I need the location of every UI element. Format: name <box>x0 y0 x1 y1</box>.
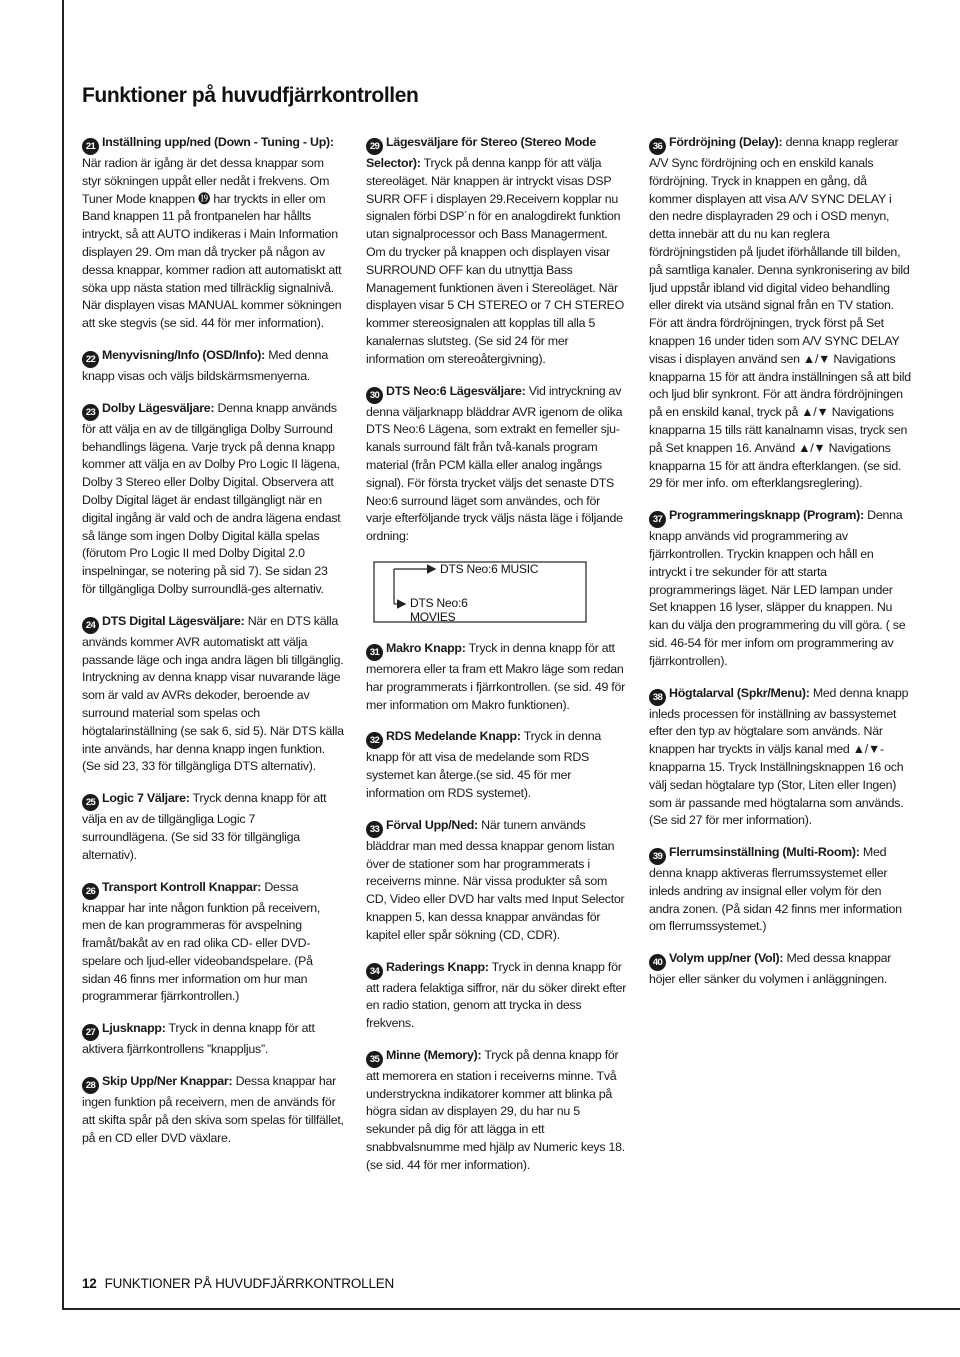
section-body: Tryck på denna kanpp för att välja stereoläget. När knappen är intryckt visas DSP SURR OFF i displayen 29.Receivern kopplar nu signalen förbi DSP´n för en analogdirekt funktion utan signalprocessor och Bass Managerment. Om du trycker på knappen och displayen visar SURROUND OFF kan du utnyttja Bass Management funktionen även i Stereoläget. När displayen visar 5 CH STEREO or 7 CH STEREO kommer stereosignalen att kopplas till alla 5 kanalernas slutsteg. (Se sid 24 för mer information om stereoåtergivning). <box>366 156 625 366</box>
callout-number: 39 <box>649 848 666 865</box>
page-title: Funktioner på huvudfjärrkontrollen <box>82 84 419 107</box>
section-heading: Makro Knapp: <box>386 640 466 655</box>
section-body: Tryck denna knapp för att välja en av de tillgängliga Logic 7 surroundlägena. (Se sid 33 för tillgängliga alternativ). <box>82 791 327 862</box>
section-heading: DTS Neo:6 Lägesväljare: <box>386 383 526 398</box>
section-39 <box>649 844 911 936</box>
section-body: Dessa knappar har ingen funktion på receivern, men de används för att skifta spår på den skiva som spelas för tillfället, på en CD eller DVD växlare. <box>82 1074 344 1145</box>
section-34 <box>366 959 628 1033</box>
page-footer <box>82 1276 394 1291</box>
section-heading: Högtalarval (Spkr/Menu): <box>669 685 810 700</box>
section-body: Tryck in denna knapp för att radera felaktiga siffror, när du söker direkt efter en radio station, genom att trycka in dess frekvens. <box>366 959 627 1031</box>
callout-number: 32 <box>366 732 383 749</box>
section-heading: Volym upp/ner (Vol): <box>669 951 784 966</box>
section-29 <box>366 134 628 369</box>
page-number: 12 <box>82 1276 97 1291</box>
dts-neo6-mode-diagram <box>366 552 628 628</box>
section-31 <box>366 640 628 714</box>
callout-number: 21 <box>82 138 99 155</box>
column-1 <box>82 134 344 1161</box>
section-26 <box>82 879 344 1007</box>
mode-label-music: DTS Neo:6 MUSIC <box>440 561 539 576</box>
section-36 <box>649 134 911 493</box>
section-heading: Lägesväljare för Stereo (Stereo Mode Selector): <box>366 135 596 170</box>
callout-number: 28 <box>82 1077 99 1094</box>
section-21 <box>82 134 344 333</box>
section-24 <box>82 613 344 776</box>
section-32 <box>366 728 628 802</box>
footer-title: FUNKTIONER PÅ HUVUDFJÄRRKONTROLLEN <box>104 1276 395 1291</box>
callout-number: 27 <box>82 1024 99 1041</box>
callout-number: 24 <box>82 617 99 634</box>
section-heading: Dolby Lägesväljare: <box>102 400 215 415</box>
section-body: Tryck in denna knapp för att aktivera fjärrkontrollens ”knappljus”. <box>82 1021 315 1057</box>
section-body: Vid intryckning av denna väljarknapp bläddrar AVR igenom de olika DTS Neo:6 Lägena, som extrakt en femeller sju-kanals surround fält från två-kanals program material (från PCM källa eller analog ingångs signal). För första trycket väljs det senaste DTS Neo:6 surround läget som användes, och för varje efterföljande tryck väljs nästa läge i följande ordning: <box>366 383 623 544</box>
callout-number: 33 <box>366 821 383 838</box>
section-heading: Raderings Knapp: <box>386 959 489 974</box>
callout-number: 23 <box>82 404 99 421</box>
section-22 <box>82 347 344 386</box>
section-heading: Minne (Memory): <box>386 1047 482 1062</box>
section-38 <box>649 685 911 831</box>
left-vertical-rule <box>62 0 64 1308</box>
section-body: Med dessa knappar höjer eller sänker du volymen i anläggningen. <box>649 951 892 987</box>
section-heading: Menyvisning/Info (OSD/Info): <box>102 347 266 362</box>
section-30 <box>366 383 628 546</box>
section-heading: Fördröjning (Delay): <box>669 135 783 149</box>
section-33 <box>366 817 628 945</box>
callout-number: 25 <box>82 794 99 811</box>
callout-number: 22 <box>82 351 99 368</box>
section-body: Med denna knapp visas och väljs bildskärmsmenyerna. <box>82 347 328 383</box>
section-heading: DTS Digital Lägesväljare: <box>102 613 245 628</box>
section-body: Denna knapp används vid programmering av fjärrkontrollen. Tryckin knappen och håll en intryckt i tre sekunder för att starta programmerings läget. När LED lampan under Set knappen 16 lyser, släpper du knappen. Nu kan du välja den programmering du vill göra. ( se sid. 46-54 för mer infom om programmering av fjärrkontrollen). <box>649 508 906 668</box>
callout-number: 38 <box>649 689 666 706</box>
section-heading: Skip Upp/Ner Knappar: <box>102 1074 233 1089</box>
section-body: Med denna knapp inleds processen för inställning av bassystemet efter den typ av högtalare som används. När knappen har tryckts in väljs kanal med ▲/▼-knapparna 15. Tryck Inställningsknappen 16 och välj sedan högtalare typ (Stor, Liten eller Ingen) som är passande med högtalarna som används. (Se sid 27 för mer information). <box>649 685 909 828</box>
section-body: Tryck in denna knapp för att visa de medelande som RDS systemet kan återge.(se sid. 45 för mer information om RDS systemet). <box>366 729 602 800</box>
callout-number: 40 <box>649 954 666 971</box>
section-body: Tryck på denna knapp för att memorera en station i receiverns minne. Två understryckna indikatorer kommer att blinka på högra sidan av displayen 29, du har nu 5 sekunder på dig för att lägga in ett snabbvalsnumme med hjälp av Numeric keys 18. (se sid. 44 för mer information). <box>366 1047 625 1172</box>
section-37 <box>649 507 911 670</box>
callout-number: 34 <box>366 963 383 980</box>
section-body: När tunern används bläddrar man med dessa knappar genom listan över de stationer som har programmerats i receiverns minne. När vissa produkter så som CD, Video eller DVD har valts med Input Selector knappen 5, kan dessa knappar användas för kapitel eller spår sökning (CD, CDR). <box>366 817 625 942</box>
section-23 <box>82 400 344 599</box>
callout-number: 37 <box>649 511 666 528</box>
section-heading: Inställning upp/ned (Down - Tuning - Up): <box>102 135 334 149</box>
section-body: När radion är igång är det dessa knappar som styr sökningen uppåt eller nedåt i frekvens. Om Tuner Mode knappen ⓳ har tryckts in eller om Band knappen 11 på frontpanelen har hållts intryckt, så att AUTO indikeras i Main Information displayen 29. Om man då trycker på någon av dessa knappar, kommer radion att automatiskt att söka upp nästa station med tillräcklig signalnivå. När displayen visas MANUAL kommer sökningen att ske stegvis (se sid. 44 för mer information). <box>82 156 342 331</box>
section-27 <box>82 1020 344 1059</box>
callout-number: 31 <box>366 644 383 661</box>
callout-number: 26 <box>82 883 99 900</box>
section-25 <box>82 790 344 864</box>
column-2 <box>366 134 628 1189</box>
section-body: denna knapp reglerar A/V Sync fördröjning och en enskild kanals fördröjning. Tryck in knappen en gång, då kommer displayen att visa A/V SYNC DELAY i den nedre displayraden 29 och i OSD menyn, detta innebär att du nu kan reglera fördröjningstiden på ljudet iförhållande till bilden, på samtliga kanaler. Denna synkronisering av bild ljud uppstår ibland vid digital video behandling eller direkt via utsänd signal från en TV station. För att ändra fördröjningen, tryck först på Set knappen 16 under tiden som A/V SYNC DELAY visas i displayen använd sen ▲/▼ Navigations knapparna 15 för att ändra inställningen så att bild och ljud blir synkront. För att ändra fördröjningen på en enskild kanal, tryck på ▲/▼ Navigations knapparna 15 tills rätt kanalnamn visas, tryck sen på Set knappen 16. Använd ▲/▼ Navigations knapparna 15 för att ändra efterklangen. (se sid. 29 för mer info. om efterklangsreglering). <box>649 135 911 491</box>
column-3 <box>649 134 911 1003</box>
section-body: Denna knapp används för att välja en av de tillgängliga Dolby Surround behandlings lägena. Varje tryck på denna knapp kommer att välja en av Dolby Pro Logic II lägena, Dolby 3 Stereo eller Dolby Digital. Observera att Dolby Digital läget är endast tillgängligt när en digital ingång är vald och de andra lägena endast så länge som ingen Dolby Digital källa spelas (förutom Pro Logic II med Dolby Digital 2.0 inspelningar, se notering på sid 7). Se sidan 23 för tillgängliga Dolby surroundlä-ges alternativ. <box>82 400 341 596</box>
section-body: Med denna knapp aktiveras flerrumssystemet eller inleds andring av insignal eller volym för den andra zonen. (På sidan 42 finns mer information om flerrumssystemet.) <box>649 845 902 934</box>
callout-number: 29 <box>366 138 383 155</box>
section-body: Tryck in denna knapp för att memorera eller ta fram ett Makro läge som redan har programmerats i fjärrkontrollen. (se sid. 49 för mer information om Makro funktionen). <box>366 640 626 712</box>
callout-number: 36 <box>649 138 666 155</box>
section-heading: Ljusknapp: <box>102 1021 166 1036</box>
section-heading: Flerrumsinställning (Multi-Room): <box>669 845 860 860</box>
section-heading: Logic 7 Väljare: <box>102 791 190 806</box>
section-40 <box>649 950 911 989</box>
mode-label-movies: DTS Neo:6 MOVIES <box>410 595 468 624</box>
section-heading: Programmeringsknapp (Program): <box>669 508 864 523</box>
callout-number: 35 <box>366 1051 383 1068</box>
section-heading: RDS Medelande Knapp: <box>386 729 521 744</box>
section-heading: Transport Kontroll Knappar: <box>102 879 262 894</box>
bottom-horizontal-rule <box>62 1308 960 1310</box>
section-body: När en DTS källa används kommer AVR automatiskt att välja passande läge och inga andra lägen bli tillgänglig. Intryckning av denna knapp visar nuvarande läge som är vald av AVRs dekoder, beroende av surround material som spelas och högtalarinställning (se sak 6, sid 5). När DTS källa inte används, har denna knapp ingen funktion. (Se sid 23, 33 för tillgängliga DTS alternativ). <box>82 613 344 774</box>
callout-number: 30 <box>366 387 383 404</box>
section-35 <box>366 1047 628 1175</box>
section-body: Dessa knappar har inte någon funktion på receivern, men de kan programmeras för avspelning framåt/bakåt av en rad olika CD- eller DVD-spelare och ljud-eller videobandspelare. (På sidan 46 finns mer information om hur man programmerar fjärrkontrollen.) <box>82 879 321 1004</box>
section-28 <box>82 1073 344 1147</box>
section-heading: Förval Upp/Ned: <box>386 817 478 832</box>
